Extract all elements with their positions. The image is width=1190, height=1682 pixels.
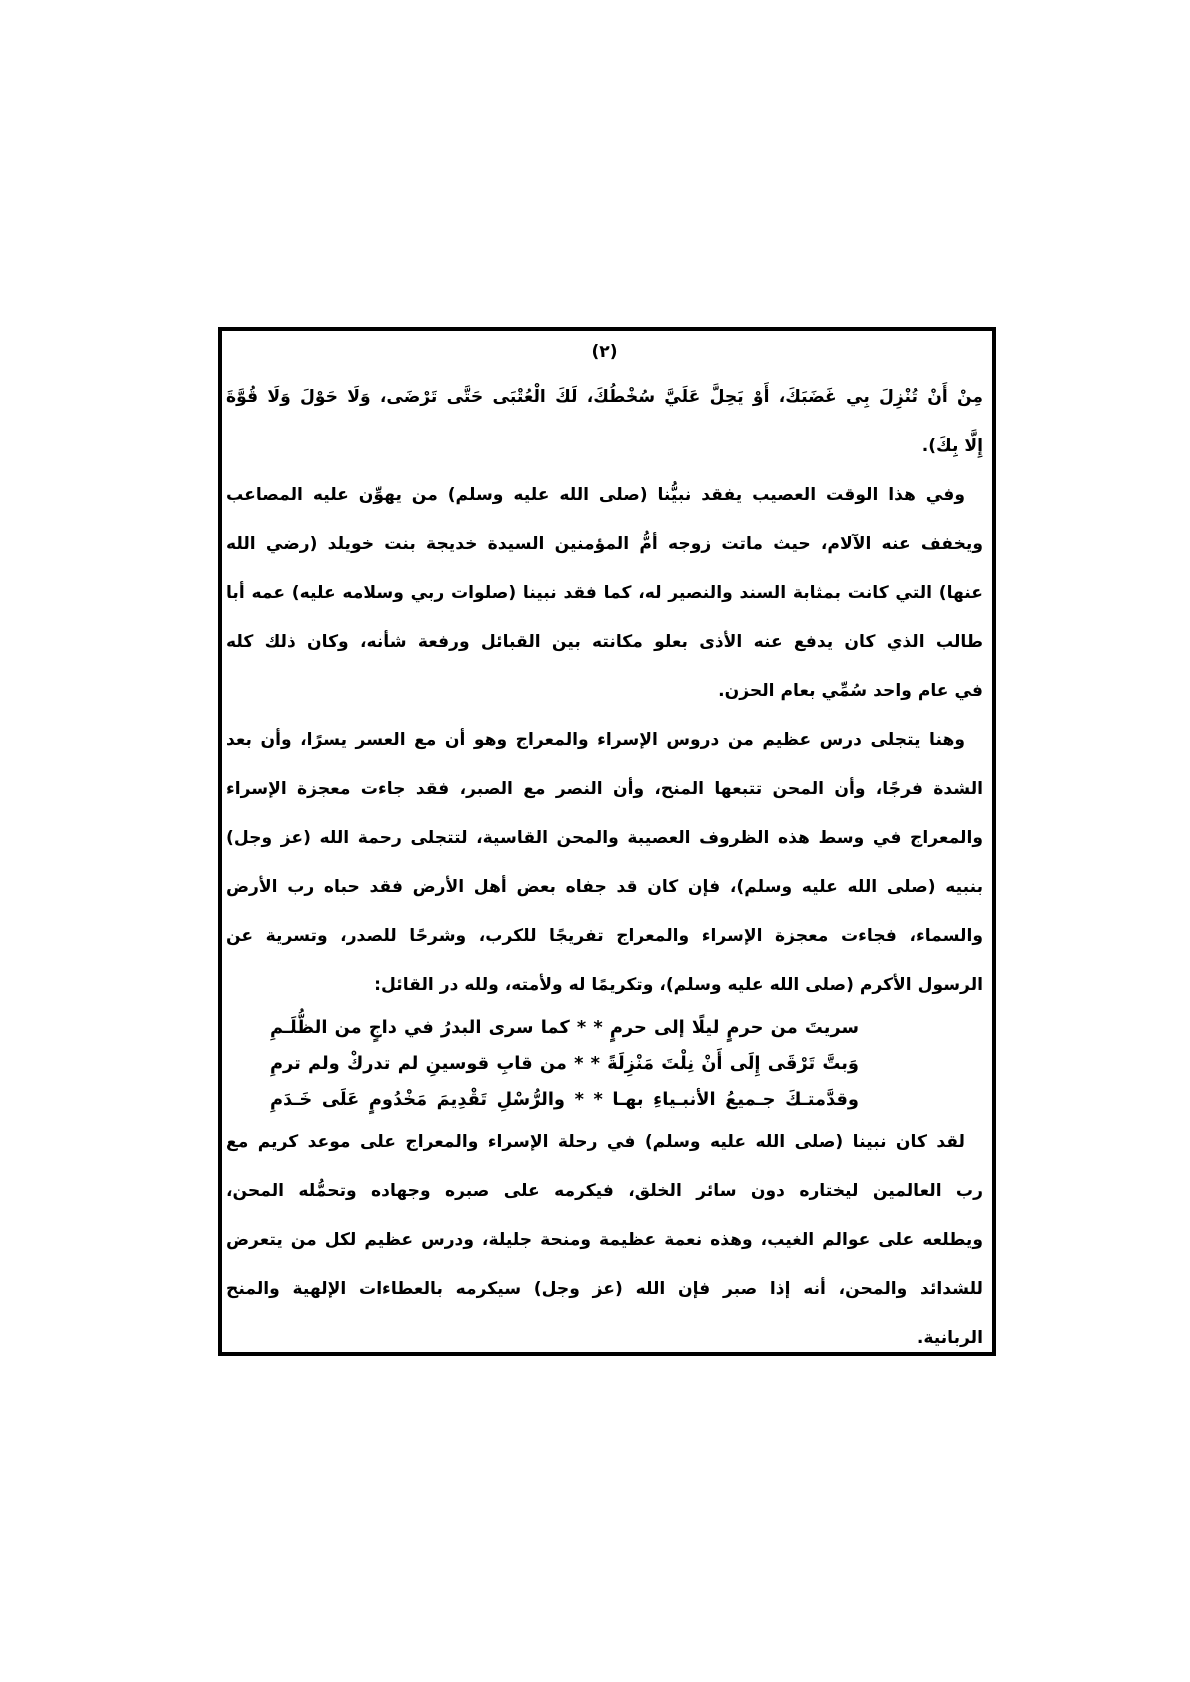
- text-line: [226, 814, 983, 863]
- text-line: [226, 863, 983, 912]
- text-line-text: الرسول الأكرم (صلى الله عليه وسلم)، وتكريمًا له ولأمته، ولله در القائل:: [374, 975, 983, 995]
- text-line: [226, 912, 983, 961]
- poem-verse: [270, 1010, 859, 1046]
- text-frame: [218, 327, 996, 1356]
- text-line-text: ويخفف عنه الآلام، حيث ماتت زوجه أمُّ المؤمنين السيدة خديجة بنت خويلد (رضي الله: [226, 534, 983, 554]
- poem-block: [226, 1010, 983, 1118]
- text-line: [226, 1167, 983, 1216]
- text-line: [226, 1216, 983, 1265]
- page-content: [222, 331, 992, 1363]
- poem-verse-text: وقدَّمتـكَ جـميعُ الأنبـياءِ بهـا * * والرُّسْلِ تَقْدِيمَ مَخْدُومٍ عَلَى خَـدَمِ: [270, 1089, 859, 1110]
- poem-verse-text: سريتَ من حرمٍ ليلًا إلى حرمٍ * * كما سرى البدرُ في داجٍ من الظُّلَـمِ: [270, 1017, 859, 1038]
- text-line-text: لقد كان نبينا (صلى الله عليه وسلم) في رحلة الإسراء والمعراج على موعد كريم مع: [226, 1132, 965, 1152]
- text-line: [226, 1314, 983, 1363]
- text-line-text: في عام واحد سُمِّي بعام الحزن.: [718, 681, 983, 701]
- text-line-text: للشدائد والمحن، أنه إذا صبر فإن الله (عز وجل) سيكرمه بالعطاءات الإلهية والمنح: [226, 1279, 983, 1299]
- poem-verse: [270, 1082, 859, 1118]
- text-line: [226, 961, 983, 1010]
- text-line-text: ويطلعه على عوالم الغيب، وهذه نعمة عظيمة ومنحة جليلة، ودرس عظيم لكل من يتعرض: [226, 1230, 983, 1250]
- text-line-text: والسماء، فجاءت معجزة الإسراء والمعراج تفريجًا للكرب، وشرحًا للصدر، وتسرية عن: [226, 926, 983, 946]
- page-number-text: (٢): [591, 342, 618, 362]
- text-line-text: مِنْ أَنْ تُنْزِلَ بِي غَضَبَكَ، أَوْ يَحِلَّ عَلَيَّ سُخْطُكَ، لَكَ الْعُتْبَى حَتَّى تَرْضَى، وَلَا حَوْلَ وَلَا قُوَّةَ: [226, 387, 983, 407]
- text-line: [226, 618, 983, 667]
- text-line: [226, 1265, 983, 1314]
- poem-verse: [270, 1046, 859, 1082]
- text-line-text: الربانية.: [916, 1328, 983, 1348]
- paragraph-first-line: [226, 471, 983, 520]
- text-line-text: وهنا يتجلى درس عظيم من دروس الإسراء والمعراج وهو أن مع العسر يسرًا، وأن بعد: [226, 730, 965, 750]
- paragraph-first-line: [226, 1118, 983, 1167]
- text-line: [226, 520, 983, 569]
- page-number: [226, 331, 983, 373]
- paragraph-first-line: [226, 716, 983, 765]
- text-line: [226, 422, 983, 471]
- text-line-text: والمعراج في وسط هذه الظروف العصيبة والمحن القاسية، لتتجلى رحمة الله (عز وجل): [226, 828, 983, 848]
- text-line: [226, 667, 983, 716]
- text-line-text: إِلَّا بِكَ).: [921, 436, 983, 456]
- text-line-text: الشدة فرجًا، وأن المحن تتبعها المنح، وأن النصر مع الصبر، فقد جاءت معجزة الإسراء: [226, 779, 983, 799]
- text-line: [226, 569, 983, 618]
- text-line: [226, 765, 983, 814]
- text-line-text: عنها) التي كانت بمثابة السند والنصير له، كما فقد نبينا (صلوات ربي وسلامه عليه) عمه أبا: [226, 583, 983, 603]
- text-line-text: رب العالمين ليختاره دون سائر الخلق، فيكرمه على صبره وجهاده وتحمُّله المحن،: [226, 1181, 983, 1201]
- text-line-text: بنبيه (صلى الله عليه وسلم)، فإن كان قد جفاه بعض أهل الأرض فقد حباه رب الأرض: [226, 877, 983, 897]
- poem-verse-text: وَبتَّ تَرْقَى إِلَى أَنْ نِلْتَ مَنْزِلَةً * * من قابِ قوسينِ لم تدركْ ولم ترمِ: [270, 1053, 859, 1074]
- text-line-text: طالب الذي كان يدفع عنه الأذى بعلو مكانته بين القبائل ورفعة شأنه، وكان ذلك كله: [226, 632, 983, 652]
- text-line: [226, 373, 983, 422]
- text-line-text: وفي هذا الوقت العصيب يفقد نبيُّنا (صلى الله عليه وسلم) من يهوِّن عليه المصاعب: [226, 485, 965, 505]
